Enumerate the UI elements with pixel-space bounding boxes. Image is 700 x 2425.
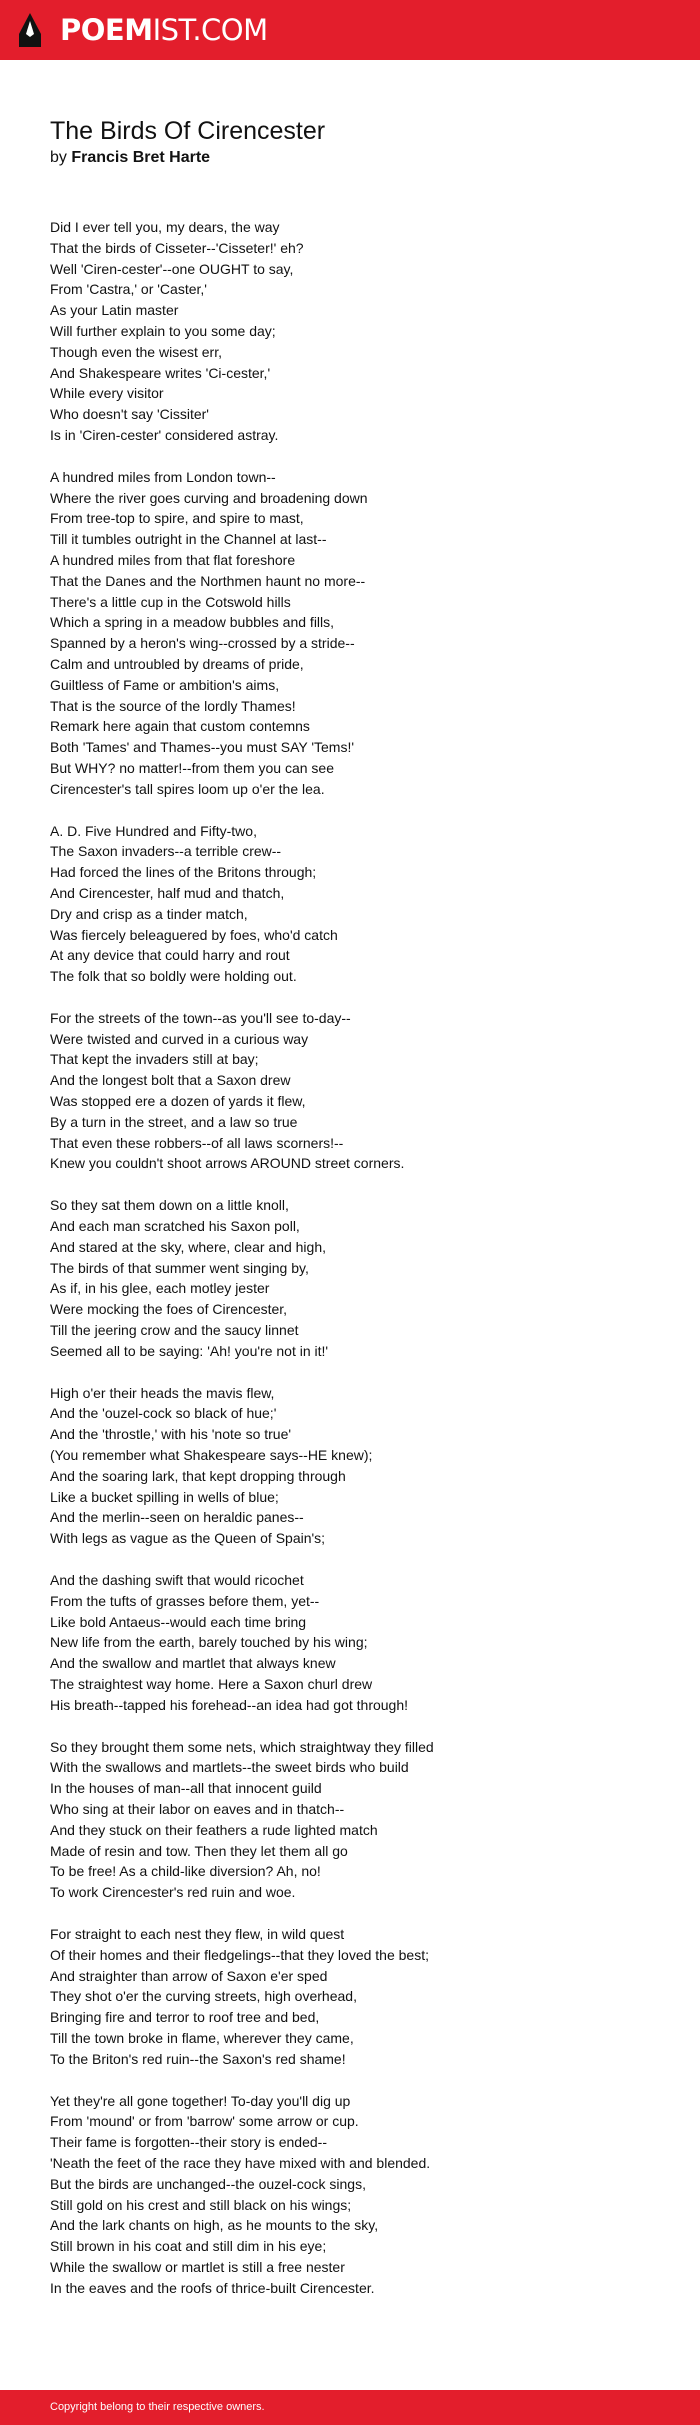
poem-line: Yet they're all gone together! To-day you'll dig up [50,2092,351,2109]
poem-line: From 'mound' or from 'barrow' some arrow or cup. [50,2113,359,2130]
poem-line: So they brought them some nets, which straightway they filled [50,1738,434,1755]
poem-line: Which a spring in a meadow bubbles and fills, [50,614,335,631]
poem-line: By a turn in the street, and a law so true [50,1113,298,1130]
poem-line: They shot o'er the curving streets, high overhead, [50,1988,357,2005]
poem-line: The birds of that summer went singing by, [50,1259,309,1276]
poem-line: His breath--tapped his forehead--an idea had got through! [50,1696,409,1713]
poem-line: In the eaves and the roofs of thrice-built Cirencester. [50,2279,375,2296]
poem-line: The folk that so boldly were holding out. [50,968,297,985]
poem-line: But the birds are unchanged--the ouzel-cock sings, [50,2175,366,2192]
poem-line: For the streets of the town--as you'll see to-day-- [50,1009,351,1026]
poem-line: New life from the earth, barely touched by his wing; [50,1634,368,1651]
poem-stanza [50,2091,670,2299]
poem-line: Of their homes and their fledgelings--that they loved the best; [50,1946,429,1963]
poem-body [50,217,670,2320]
poem-line: Had forced the lines of the Britons through; [50,864,317,881]
poem-stanza [50,821,670,987]
poem-line: From the tufts of grasses before them, yet-- [50,1592,320,1609]
poem-line: For straight to each nest they flew, in wild quest [50,1925,345,1942]
poem-stanza [50,1570,670,1716]
poem-line: And Cirencester, half mud and thatch, [50,884,285,901]
poem-stanza [50,467,670,800]
poem-line: That the Danes and the Northmen haunt no more-- [50,572,366,589]
poem-line: A hundred miles from London town-- [50,468,276,485]
poem-line: And straighter than arrow of Saxon e'er sped [50,1967,328,1984]
poem-line: With the swallows and martlets--the sweet birds who build [50,1759,409,1776]
poem-line: Was fiercely beleaguered by foes, who'd catch [50,926,338,943]
poem-stanza [50,217,670,446]
poem-line: Will further explain to you some day; [50,322,276,339]
poem-line: And the 'ouzel-cock so black of hue;' [50,1405,277,1422]
poem-line: From 'Castra,' or 'Caster,' [50,281,207,298]
poem-stanza [50,1924,670,2070]
poem-line: And each man scratched his Saxon poll, [50,1218,300,1235]
poem-line: To work Cirencester's red ruin and woe. [50,1884,296,1901]
poem-line: And the 'throstle,' with his 'note so true' [50,1426,292,1443]
site-footer [0,2390,700,2425]
site-logo-text [60,12,268,48]
poem-line: And the dashing swift that would ricochet [50,1572,304,1589]
poem-line: Seemed all to be saying: 'Ah! you're not in it!' [50,1342,329,1359]
poem-line: Still gold on his crest and still black on his wings; [50,2196,352,2213]
poem-line: Guiltless of Fame or ambition's aims, [50,676,280,693]
poem-line: Spanned by a heron's wing--crossed by a stride-- [50,635,355,652]
poem-line: Did I ever tell you, my dears, the way [50,219,280,235]
poem-line: And the swallow and martlet that always knew [50,1655,336,1672]
poem-line: Remark here again that custom contemns [50,718,310,735]
poem-line: At any device that could harry and rout [50,947,290,964]
poem-line: To be free! As a child-like diversion? Ah, no! [50,1863,321,1880]
poem-line: That even these robbers--of all laws scorners!-- [50,1134,344,1151]
poem-line: In the houses of man--all that innocent guild [50,1780,322,1797]
poem-line: Till the town broke in flame, wherever they came, [50,2029,354,2046]
poem-line: (You remember what Shakespeare says--HE knew); [50,1447,373,1464]
poem-line: That kept the invaders still at bay; [50,1051,259,1068]
poem-line: A hundred miles from that flat foreshore [50,551,296,568]
poem-line: Both 'Tames' and Thames--you must SAY 'Tems!' [50,739,355,756]
poem-line: Who doesn't say 'Cissiter' [50,406,209,423]
poem-line: The Saxon invaders--a terrible crew-- [50,843,282,860]
poem-stanza [50,1383,670,1549]
poem-line: But WHY? no matter!--from them you can see [50,759,334,776]
poem-line: Like bold Antaeus--would each time bring [50,1613,307,1630]
poem-line: With legs as vague as the Queen of Spain's; [50,1530,326,1547]
poem-line: Who sing at their labor on eaves and in thatch-- [50,1800,345,1817]
logo-light-text: IST.COM [152,13,268,47]
poem-line: And the merlin--seen on heraldic panes-- [50,1509,304,1526]
site-header [0,0,700,60]
poem-line: Made of resin and tow. Then they let them all go [50,1842,348,1859]
poem-line: Though even the wisest err, [50,343,222,360]
poem-line: And the soaring lark, that kept dropping through [50,1467,346,1484]
poem-line: Where the river goes curving and broadening down [50,489,368,506]
logo-strong-text: POEM [60,13,153,47]
poem-line: Well 'Ciren-cester'--one OUGHT to say, [50,260,294,277]
poem-line: And they stuck on their feathers a rude lighted match [50,1821,378,1838]
poem-line: That the birds of Cisseter--'Cisseter!' eh? [50,239,304,256]
poem-line: That is the source of the lordly Thames! [50,697,296,714]
poem-line: A. D. Five Hundred and Fifty-two, [50,822,257,839]
poem-line: Till the jeering crow and the saucy linnet [50,1322,299,1339]
author-link[interactable]: Francis Bret Harte [71,149,211,166]
poem-line: So they sat them down on a little knoll, [50,1197,289,1214]
poem-line: Till it tumbles outright in the Channel at last-- [50,531,327,548]
poem-line: Were mocking the foes of Cirencester, [50,1301,288,1318]
poem-line: While every visitor [50,385,164,402]
poem-line: Were twisted and curved in a curious way [50,1030,309,1047]
poem-line: Is in 'Ciren-cester' considered astray. [50,426,279,443]
poem-line: Bringing fire and terror to roof tree and bed, [50,2009,320,2026]
poem-line: 'Neath the feet of the race they have mixed with and blended. [50,2154,431,2171]
poem-line: And the lark chants on high, as he mounts to the sky, [50,2217,379,2234]
poem-line: Cirencester's tall spires loom up o'er the lea. [50,780,325,797]
site-logo-link[interactable] [18,12,268,48]
pen-nib-logo-icon [18,12,42,48]
poem-line: High o'er their heads the mavis flew, [50,1384,275,1401]
poem-line: While the swallow or martlet is still a free nester [50,2258,345,2275]
poem-line: And Shakespeare writes 'Ci-cester,' [50,364,271,381]
poem-line: Dry and crisp as a tinder match, [50,905,248,922]
poem-line: Knew you couldn't shoot arrows AROUND street corners. [50,1155,405,1172]
poem-line: Like a bucket spilling in wells of blue; [50,1488,279,1505]
poem-stanza [50,1737,670,1903]
poem-stanza [50,1008,670,1174]
poem-line: From tree-top to spire, and spire to mast, [50,510,304,527]
poem-line: Still brown in his coat and still dim in his eye; [50,2238,327,2255]
poem-line: Was stopped ere a dozen of yards it flew, [50,1093,306,1110]
poem-line: Calm and untroubled by dreams of pride, [50,655,304,672]
poem-title: The Birds Of Cirencester [50,117,326,145]
poem-byline [50,147,210,169]
poem-line: As your Latin master [50,302,179,319]
poem-line: To the Briton's red ruin--the Saxon's red shame! [50,2050,346,2067]
footer-copyright: Copyright belong to their respective owners. [50,2401,265,2413]
by-label: by [50,149,67,166]
poem-line: And stared at the sky, where, clear and high, [50,1238,327,1255]
poem-stanza [50,1195,670,1361]
poem-line: There's a little cup in the Cotswold hills [50,593,291,610]
poem-line: And the longest bolt that a Saxon drew [50,1072,291,1089]
poem-line: Their fame is forgotten--their story is ended-- [50,2134,327,2151]
poem-line: As if, in his glee, each motley jester [50,1280,270,1297]
poem-line: The straightest way home. Here a Saxon churl drew [50,1676,373,1692]
